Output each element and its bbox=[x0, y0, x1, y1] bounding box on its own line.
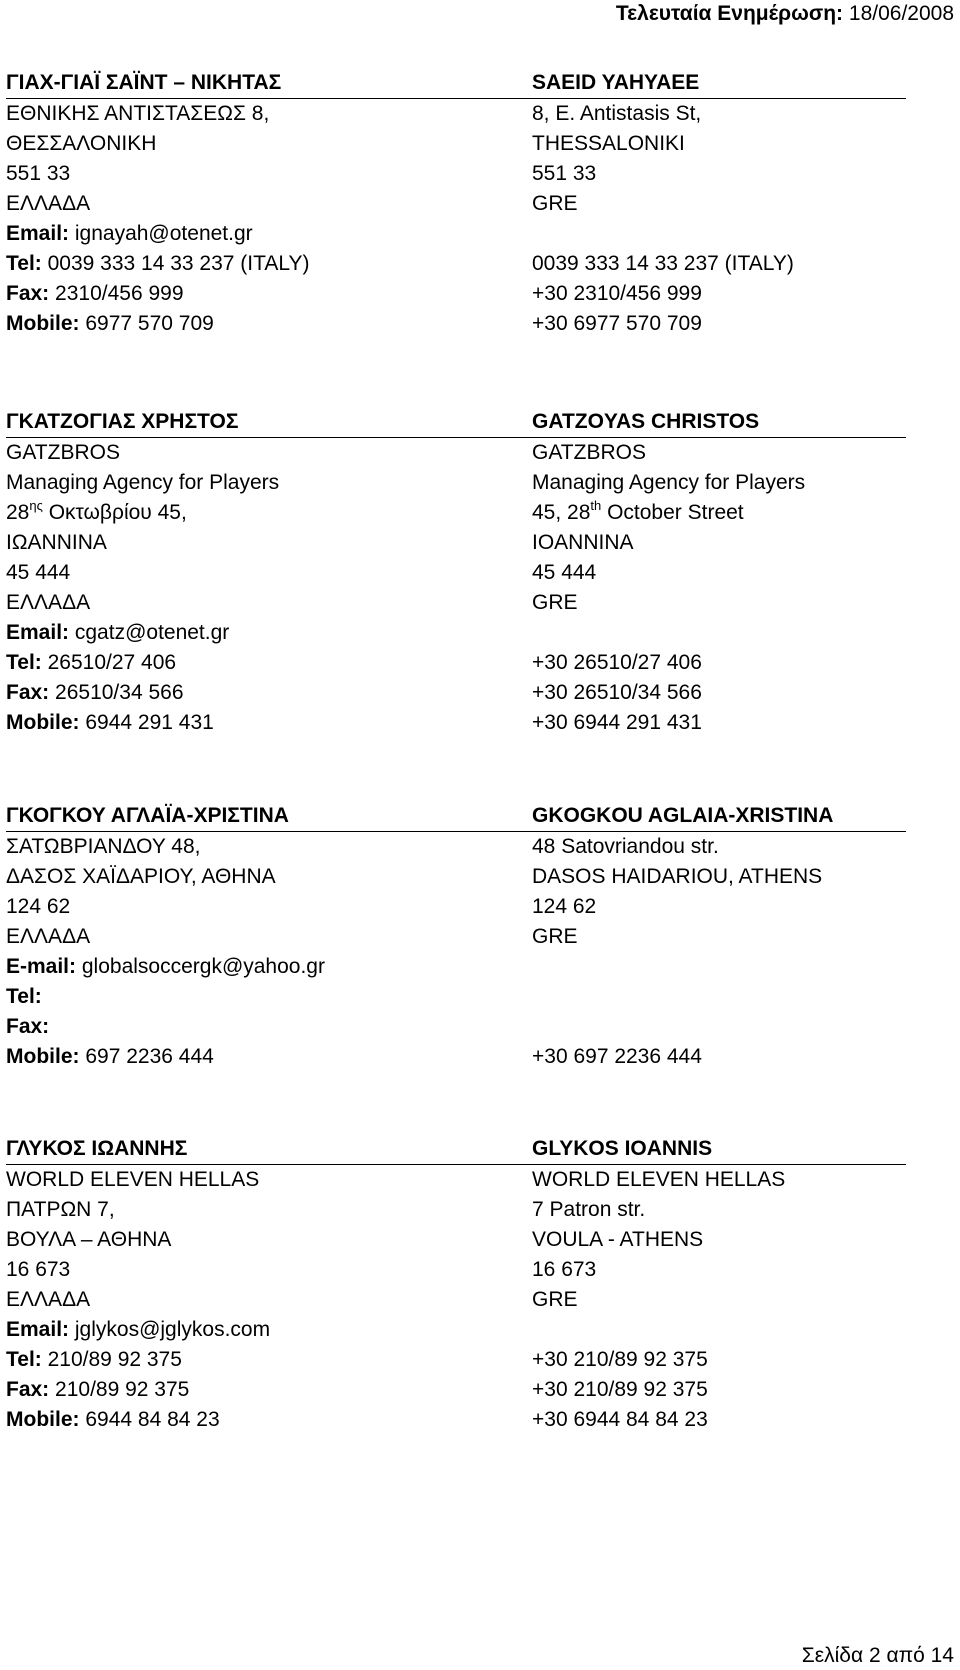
fax-label: Fax: bbox=[6, 681, 50, 704]
country-row bbox=[6, 1285, 906, 1315]
mobile-value: 6944 291 431 bbox=[85, 711, 214, 734]
city-latin: IOANNINA bbox=[532, 531, 634, 554]
email-label: Email: bbox=[6, 222, 70, 245]
zip-greek: 16 673 bbox=[6, 1258, 71, 1281]
fax-value: 2310/456 999 bbox=[55, 282, 184, 305]
zip-greek: 124 62 bbox=[6, 895, 71, 918]
zip-greek: 45 444 bbox=[6, 561, 71, 584]
address-latin: 48 Satovriandou str. bbox=[532, 835, 719, 858]
fax-value: 210/89 92 375 bbox=[55, 1378, 190, 1401]
tel-value: 210/89 92 375 bbox=[47, 1348, 182, 1371]
fax-row bbox=[6, 279, 906, 309]
mobile-label: Mobile: bbox=[6, 1045, 80, 1068]
description-row bbox=[6, 468, 906, 498]
contact-header bbox=[6, 1134, 906, 1165]
tel-label: Tel: bbox=[6, 985, 42, 1008]
zip-row bbox=[6, 558, 906, 588]
contact-name-latin: SAEID YAHYAEE bbox=[532, 71, 700, 94]
zip-row bbox=[6, 892, 906, 922]
company-latin: WORLD ELEVEN HELLAS bbox=[532, 1168, 786, 1191]
zip-latin: 124 62 bbox=[532, 895, 597, 918]
contact-entry bbox=[6, 68, 906, 339]
mobile-value: 6977 570 709 bbox=[85, 312, 214, 335]
city-greek: ΒΟΥΛΑ – ΑΘΗΝΑ bbox=[6, 1228, 172, 1251]
address-row bbox=[6, 99, 906, 129]
company-latin: GATZBROS bbox=[532, 441, 646, 464]
country-latin: GRE bbox=[532, 925, 578, 948]
email-row bbox=[6, 1315, 906, 1345]
tel-label: Tel: bbox=[6, 252, 42, 275]
company-row bbox=[6, 1165, 906, 1195]
city-latin: THESSALONIKI bbox=[532, 132, 685, 155]
address-greek: $28^{\eta\varsigma}$ Οκτωβρίου 45, bbox=[6, 498, 187, 524]
contact-name-greek: ΓΚΟΓΚΟΥ ΑΓΛΑΪΑ-ΧΡΙΣΤΙΝΑ bbox=[6, 804, 289, 827]
mobile-label: Mobile: bbox=[6, 312, 80, 335]
email-label: Email: bbox=[6, 621, 70, 644]
city-greek: ΔΑΣΟΣ ΧΑΪΔΑΡΙΟΥ, ΑΘΗΝΑ bbox=[6, 865, 276, 888]
city-row bbox=[6, 1225, 906, 1255]
last-updated-label: Τελευταία Ενημέρωση: bbox=[615, 2, 844, 25]
mobile-value: 697 2236 444 bbox=[85, 1045, 214, 1068]
address-greek: ΠΑΤΡΩΝ 7, bbox=[6, 1198, 115, 1221]
email-link[interactable]: cgatz@otenet.gr bbox=[74, 621, 230, 644]
contact-header bbox=[6, 68, 906, 99]
city-latin: VOULA - ATHENS bbox=[532, 1228, 704, 1251]
country-greek: ΕΛΛΑΔΑ bbox=[6, 591, 91, 614]
address-row bbox=[6, 832, 906, 862]
email-row bbox=[6, 952, 906, 982]
description-greek: Managing Agency for Players bbox=[6, 471, 280, 494]
tel-row bbox=[6, 249, 906, 279]
zip-latin: 45 444 bbox=[532, 561, 597, 584]
zip-row bbox=[6, 1255, 906, 1285]
tel-label: Tel: bbox=[6, 651, 42, 674]
email-link[interactable]: ignayah@otenet.gr bbox=[74, 222, 253, 245]
city-row bbox=[6, 862, 906, 892]
country-greek: ΕΛΛΑΔΑ bbox=[6, 925, 91, 948]
mobile-value: 6944 84 84 23 bbox=[85, 1408, 220, 1431]
contact-entry bbox=[6, 801, 906, 1072]
mobile-label: Mobile: bbox=[6, 711, 80, 734]
country-latin: GRE bbox=[532, 591, 578, 614]
company-greek: GATZBROS bbox=[6, 441, 120, 464]
tel-value: 26510/27 406 bbox=[47, 651, 177, 674]
contact-name-greek: ΓΙΑΧ-ΓΙΑΪ ΣΑΪΝΤ – ΝΙΚΗΤΑΣ bbox=[6, 71, 282, 94]
country-greek: ΕΛΛΑΔΑ bbox=[6, 192, 91, 215]
zip-latin: 551 33 bbox=[532, 162, 597, 185]
city-latin: DASOS HAIDARIOU, ATHENS bbox=[532, 865, 823, 888]
contact-name-latin: GKOGKOU AGLAIA-XRISTINA bbox=[532, 804, 834, 827]
mobile-intl: +30 6944 84 84 23 bbox=[532, 1408, 708, 1431]
contact-entry bbox=[6, 1134, 906, 1435]
email-label: E-mail: bbox=[6, 955, 77, 978]
email-row bbox=[6, 219, 906, 249]
country-latin: GRE bbox=[532, 1288, 578, 1311]
country-row bbox=[6, 922, 906, 952]
fax-label: Fax: bbox=[6, 282, 50, 305]
city-row bbox=[6, 528, 906, 558]
email-link[interactable]: globalsoccergk@yahoo.gr bbox=[81, 955, 325, 978]
contact-name-latin: GLYKOS IOANNIS bbox=[532, 1137, 713, 1160]
zip-greek: 551 33 bbox=[6, 162, 71, 185]
tel-intl: +30 210/89 92 375 bbox=[532, 1348, 708, 1371]
address-latin: 45, 28th October Street bbox=[532, 498, 744, 524]
country-row bbox=[6, 189, 906, 219]
fax-intl: +30 210/89 92 375 bbox=[532, 1378, 708, 1401]
tel-row bbox=[6, 648, 906, 678]
fax-intl: +30 2310/456 999 bbox=[532, 282, 702, 305]
country-latin: GRE bbox=[532, 192, 578, 215]
contact-name-greek: ΓΛΥΚΟΣ ΙΩΑΝΝΗΣ bbox=[6, 1137, 188, 1160]
mobile-intl: +30 6977 570 709 bbox=[532, 312, 702, 335]
fax-row bbox=[6, 1012, 906, 1042]
mobile-label: Mobile: bbox=[6, 1408, 80, 1431]
tel-row bbox=[6, 982, 906, 1012]
last-updated-date: 18/06/2008 bbox=[848, 2, 954, 25]
contact-entry bbox=[6, 407, 906, 738]
company-row bbox=[6, 438, 906, 468]
company-greek: WORLD ELEVEN HELLAS bbox=[6, 1168, 260, 1191]
tel-label: Tel: bbox=[6, 1348, 42, 1371]
email-row bbox=[6, 618, 906, 648]
country-greek: ΕΛΛΑΔΑ bbox=[6, 1288, 91, 1311]
mobile-row bbox=[6, 309, 906, 339]
last-updated bbox=[616, 2, 954, 26]
address-row bbox=[6, 498, 906, 528]
contact-header bbox=[6, 801, 906, 832]
address-latin: 8, E. Antistasis St, bbox=[532, 102, 702, 125]
description-latin: Managing Agency for Players bbox=[532, 471, 806, 494]
contact-name-greek: ΓΚΑΤΖΟΓΙΑΣ ΧΡΗΣΤΟΣ bbox=[6, 410, 239, 433]
country-row bbox=[6, 588, 906, 618]
email-link[interactable]: jglykos@jglykos.com bbox=[74, 1318, 271, 1341]
fax-row bbox=[6, 678, 906, 708]
fax-intl: +30 26510/34 566 bbox=[532, 681, 702, 704]
contact-name-latin: GATZOYAS CHRISTOS bbox=[532, 410, 760, 433]
mobile-row bbox=[6, 1405, 906, 1435]
city-greek: ΘΕΣΣΑΛΟΝΙΚΗ bbox=[6, 132, 157, 155]
zip-row bbox=[6, 159, 906, 189]
tel-row bbox=[6, 1345, 906, 1375]
city-greek: ΙΩΑΝΝΙΝΑ bbox=[6, 531, 107, 554]
email-label: Email: bbox=[6, 1318, 70, 1341]
fax-label: Fax: bbox=[6, 1378, 50, 1401]
tel-intl: 0039 333 14 33 237 (ITALY) bbox=[532, 252, 794, 275]
address-greek: ΣΑΤΩΒΡΙΑΝΔΟΥ 48, bbox=[6, 835, 201, 858]
fax-label: Fax: bbox=[6, 1015, 50, 1038]
fax-row bbox=[6, 1375, 906, 1405]
city-row bbox=[6, 129, 906, 159]
page-number: Σελίδα 2 από 14 bbox=[801, 1644, 954, 1667]
address-latin: 7 Patron str. bbox=[532, 1198, 646, 1221]
mobile-row bbox=[6, 708, 906, 738]
mobile-intl: +30 6944 291 431 bbox=[532, 711, 702, 734]
mobile-row bbox=[6, 1042, 906, 1072]
tel-value: 0039 333 14 33 237 (ITALY) bbox=[47, 252, 310, 275]
tel-intl: +30 26510/27 406 bbox=[532, 651, 702, 674]
fax-value: 26510/34 566 bbox=[55, 681, 184, 704]
zip-latin: 16 673 bbox=[532, 1258, 597, 1281]
mobile-intl: +30 697 2236 444 bbox=[532, 1045, 702, 1068]
contact-header bbox=[6, 407, 906, 438]
address-greek: ΕΘΝΙΚΗΣ ΑΝΤΙΣΤΑΣΕΩΣ 8, bbox=[6, 102, 270, 125]
address-row bbox=[6, 1195, 906, 1225]
